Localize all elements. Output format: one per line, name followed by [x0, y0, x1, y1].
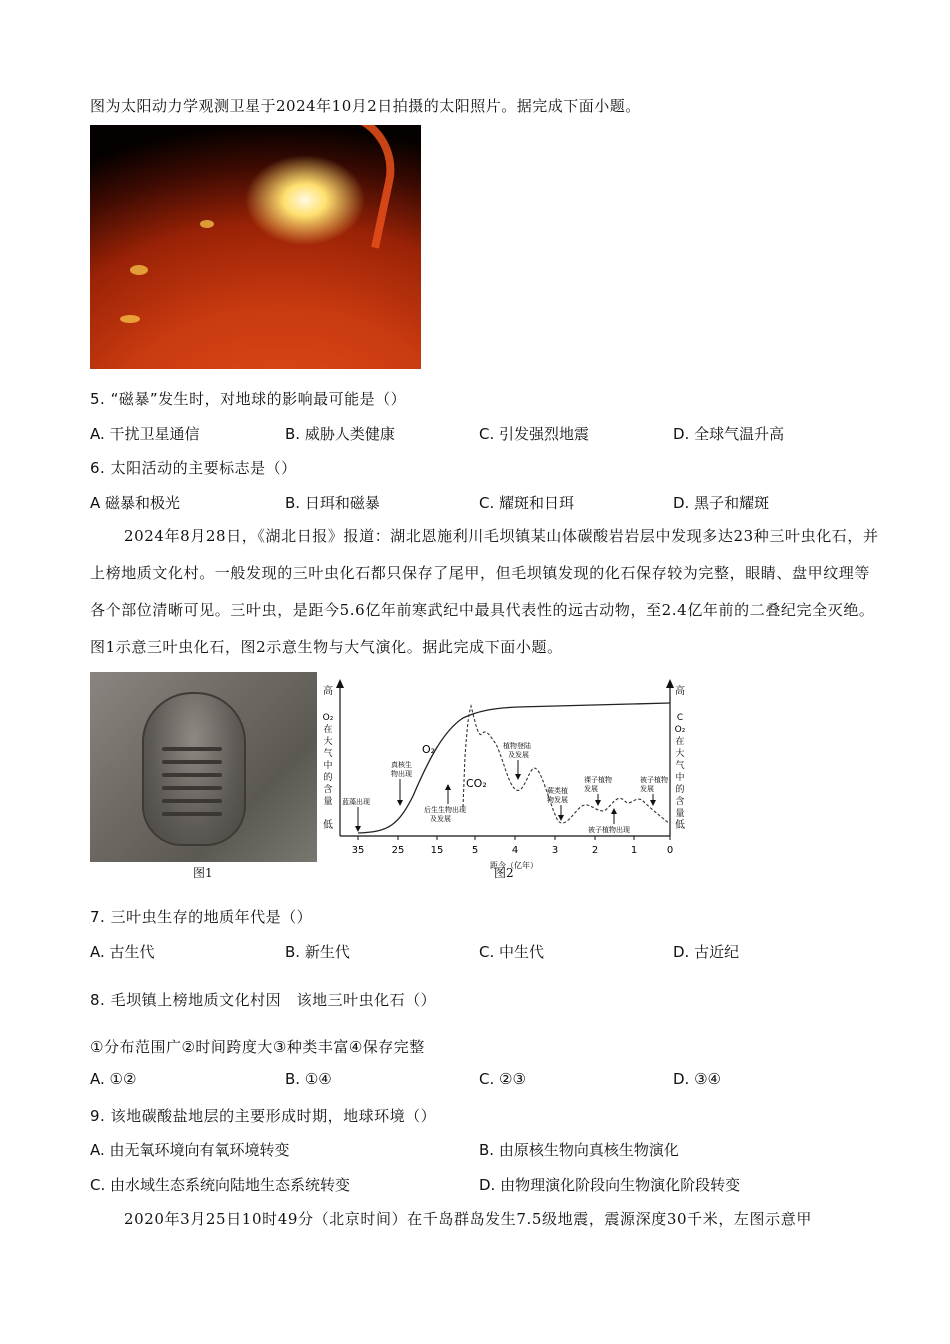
right-axis-label: 气 — [675, 761, 685, 771]
q8-items: ①分布范围广②时间跨度大③种类丰富④保存完整 — [90, 1038, 425, 1056]
q6-option-a[interactable]: A 磁暴和极光 — [90, 494, 181, 512]
annotation-arrowhead — [397, 800, 403, 806]
trilobite-segment — [162, 773, 222, 777]
q7-option-d[interactable]: D. 古近纪 — [673, 943, 740, 961]
q8-option-c[interactable]: C. ②③ — [479, 1070, 526, 1088]
figure-1-caption: 图1 — [193, 866, 213, 880]
intro-text-sun: 图为太阳动力学观测卫星于2024年10月2日拍摄的太阳照片。据完成下面小题。 — [90, 97, 641, 115]
q5-option-d[interactable]: D. 全球气温升高 — [673, 425, 785, 443]
trilobite-fossil-photo — [90, 672, 317, 862]
q7-option-a[interactable]: A. 古生代 — [90, 943, 155, 961]
x-tick-label: 4 — [511, 845, 519, 856]
bright-spot — [130, 265, 148, 275]
x-axis-label: 距今（亿年） — [490, 861, 538, 870]
atmosphere-evolution-chart — [318, 676, 698, 881]
right-axis-bottom-label: 低 — [675, 820, 685, 831]
trilobite-segment — [162, 786, 222, 790]
solar-prominence — [312, 125, 405, 249]
question-9: 9. 该地碳酸盐地层的主要形成时期，地球环境（） — [90, 1107, 437, 1125]
annotation-land-plants-line1: 植物登陆 — [503, 742, 531, 750]
x-tick-label: 3 — [551, 845, 559, 856]
x-tick-label: 5 — [471, 845, 479, 856]
x-tick-label: 1 — [630, 845, 638, 856]
annotation-arrowhead — [650, 800, 656, 806]
annotation-angiosperms-line1: 被子植物 — [640, 776, 668, 784]
left-axis-arrow — [336, 679, 344, 688]
x-tick-label: 15 — [430, 845, 444, 856]
annotation-gymnosperms-line1: 裸子植物 — [584, 776, 612, 784]
right-axis-label: C — [676, 713, 684, 723]
q9-option-a[interactable]: A. 由无氧环境向有氧环境转变 — [90, 1141, 290, 1159]
x-tick-label: 2 — [591, 845, 599, 856]
co2-series-label: CO₂ — [466, 777, 487, 790]
annotation-arrowhead — [611, 808, 617, 814]
q9-option-c[interactable]: C. 由水域生态系统向陆地生态系统转变 — [90, 1176, 351, 1194]
q6-option-b[interactable]: B. 日珥和磁暴 — [285, 494, 380, 512]
o2-series-label: O₂ — [422, 743, 436, 756]
q5-option-a[interactable]: A. 干扰卫星通信 — [90, 425, 200, 443]
annotation-gymnosperms-line2: 发展 — [584, 785, 598, 793]
x-tick-label: 35 — [351, 845, 365, 856]
annotation-eukaryote-line1: 真核生 — [391, 761, 412, 769]
x-tick-label: 0 — [666, 845, 674, 856]
right-axis-label: 含 — [675, 797, 685, 807]
x-tick-label: 25 — [391, 845, 405, 856]
left-axis-label: 含 — [323, 785, 333, 795]
annotation-metazoa-line1: 后生生物出现 — [424, 806, 466, 814]
trilobite-segment — [162, 747, 222, 751]
right-axis-label: 中 — [675, 773, 685, 783]
left-axis-label: O₂ — [322, 713, 334, 723]
question-6: 6. 太阳活动的主要标志是（） — [90, 459, 297, 477]
bright-spot — [120, 315, 140, 323]
q5-option-c[interactable]: C. 引发强烈地震 — [479, 425, 590, 443]
trilobite-segment — [162, 799, 222, 803]
right-axis-arrow — [666, 679, 674, 688]
q9-option-d[interactable]: D. 由物理演化阶段向生物演化阶段转变 — [479, 1176, 741, 1194]
right-axis-label: 的 — [675, 785, 685, 795]
right-axis-top-label: 高 — [675, 686, 685, 697]
intro-text-earthquake: 2020年3月25日10时49分（北京时间）在千岛群岛发生7.5级地震，震源深度30千米，左图示意甲 — [124, 1210, 812, 1228]
annotation-angiosperms-line2: 发展 — [640, 785, 654, 793]
left-axis-label: 在 — [323, 725, 333, 735]
intro-text-trilobite: 2024年8月28日，《湖北日报》报道：湖北恩施利川毛坝镇某山体碳酸岩岩层中发现多达23种三叶虫化石，并上榜地质文化村。一般发现的三叶虫化石都只保存了尾甲，但毛坝镇发现的化石保存较为完整，眼睛、盘甲纹理等各个部位清晰可见。三叶虫，是距今5.6亿年前寒武纪中最具代表性的远古动物，至2.4亿年前的二叠纪完全灭绝。图1示意三叶虫化石，图2示意生物与大气演化。据此完成下面小题。 — [90, 527, 879, 656]
annotation-arrowhead — [558, 815, 564, 821]
q7-option-b[interactable]: B. 新生代 — [285, 943, 350, 961]
left-axis-label: 气 — [323, 749, 333, 759]
annotation-eukaryote-line2: 物出现 — [391, 770, 412, 778]
left-axis-label: 中 — [323, 761, 333, 771]
annotation-arrowhead — [445, 784, 451, 790]
left-axis-top-label: 高 — [323, 686, 333, 697]
q9-option-b[interactable]: B. 由原核生物向真核生物演化 — [479, 1141, 679, 1159]
q7-option-c[interactable]: C. 中生代 — [479, 943, 545, 961]
annotation-ferns-line1: 蕨类植 — [547, 787, 568, 795]
figure-2-caption: 图2 — [494, 866, 514, 880]
left-axis-label: 量 — [323, 797, 333, 807]
sun-photo — [90, 125, 421, 369]
left-axis-label: 大 — [323, 737, 333, 747]
q8-option-a[interactable]: A. ①② — [90, 1070, 137, 1088]
right-axis-label: 量 — [675, 809, 685, 819]
q8-option-b[interactable]: B. ①④ — [285, 1070, 332, 1088]
annotation-arrowhead — [355, 826, 361, 832]
left-axis-label: 的 — [323, 773, 333, 783]
annotation-ferns-line2: 物发展 — [547, 796, 568, 804]
q6-option-c[interactable]: C. 耀斑和日珥 — [479, 494, 575, 512]
question-8: 8. 毛坝镇上榜地质文化村因 该地三叶虫化石（） — [90, 991, 437, 1009]
right-axis-label: 大 — [675, 749, 685, 759]
annotation-metazoa-line2: 及发展 — [430, 815, 451, 823]
left-axis-bottom-label: 低 — [323, 820, 333, 831]
bright-spot — [200, 220, 214, 228]
trilobite-segment — [162, 812, 222, 816]
right-axis-label: O₂ — [674, 725, 686, 735]
question-7: 7. 三叶虫生存的地质年代是（） — [90, 908, 313, 926]
co2-curve — [463, 706, 670, 824]
q6-option-d[interactable]: D. 黑子和耀斑 — [673, 494, 770, 512]
trilobite-body — [142, 692, 246, 846]
question-5: 5. “磁暴”发生时，对地球的影响最可能是（） — [90, 390, 407, 408]
annotation-arrowhead — [515, 774, 521, 780]
annotation-land-plants-line2: 及发展 — [508, 751, 529, 759]
q5-option-b[interactable]: B. 威胁人类健康 — [285, 425, 395, 443]
trilobite-segment — [162, 760, 222, 764]
q8-option-d[interactable]: D. ③④ — [673, 1070, 721, 1088]
right-axis-label: 在 — [675, 737, 685, 747]
annotation-cyanobacteria: 蓝藻出现 — [342, 798, 370, 806]
annotation-angiosperms-appear: 被子植物出现 — [588, 826, 630, 834]
annotation-arrowhead — [595, 800, 601, 806]
